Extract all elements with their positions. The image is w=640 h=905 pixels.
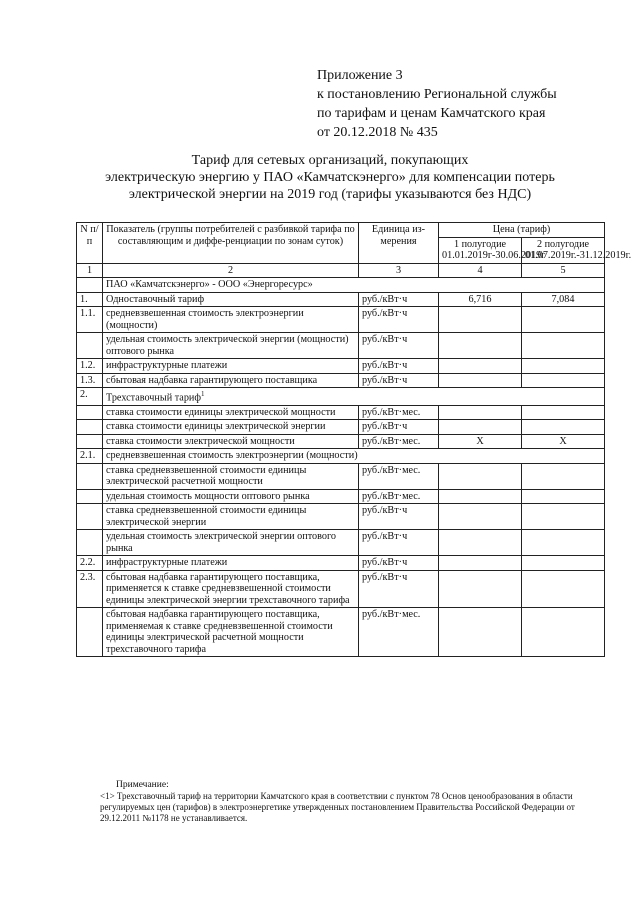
row-value-half2: 7,084 [522,292,605,307]
row-number: 2.1. [77,449,103,464]
table-row [77,420,605,435]
row-number: 1.2. [77,359,103,374]
column-number: 3 [359,263,439,278]
row-label: ставка средневзвешенной стоимости единицы электрической энергии [103,504,359,530]
row-value-half2 [522,307,605,333]
row-value-half1 [439,489,522,504]
row-value-half2 [522,608,605,657]
title-line-2: электрическую энергию у ПАО «Камчатскэнерго» для компенсации потерь [105,170,555,185]
row-unit: руб./кВт·ч [359,556,439,571]
row-label-text: средневзвешенная стоимость электроэнергии (мощности) [106,450,358,462]
row-label-text: Трехставочный тариф [106,392,201,404]
row-value-half1 [439,359,522,374]
table-row [77,434,605,449]
row-unit: руб./кВт·мес. [359,434,439,449]
table-row [77,489,605,504]
column-number: 5 [522,263,605,278]
header-indicator: Показатель (группы потребителей с разбивкой тарифа по составляющим и диффе-ренциации по зонам суток) [103,223,359,264]
row-number [77,420,103,435]
row-value-half2: X [522,434,605,449]
row-number: 2. [77,388,103,406]
row-value-half1 [439,570,522,608]
row-value-half2 [522,463,605,489]
row-unit: руб./кВт·мес. [359,463,439,489]
row-unit: руб./кВт·ч [359,530,439,556]
row-number [77,608,103,657]
row-number [77,434,103,449]
row-value-half2 [522,359,605,374]
row-value-half1: X [439,434,522,449]
row-value-half1 [439,530,522,556]
row-label: ставка средневзвешенной стоимости единицы электрической расчетной мощности [103,463,359,489]
table-row [77,556,605,571]
row-number [77,405,103,420]
table-row [77,504,605,530]
column-number: 2 [103,263,359,278]
row-value-half1 [439,420,522,435]
table-row [77,307,605,333]
row-value-half1 [439,333,522,359]
tariff-table [76,222,632,657]
row-unit: руб./кВт·ч [359,504,439,530]
row-label: сбытовая надбавка гарантирующего поставщика, применяемая к ставке средневзвешенной стоимости единицы электрической расчетной мощности трехставочного тарифа [103,608,359,657]
appendix-block [317,66,617,142]
row-number: 2.2. [77,556,103,571]
row-unit: руб./кВт·ч [359,292,439,307]
footnote-marker: 1 [200,390,205,398]
row-value-half1 [439,463,522,489]
row-label: сбытовая надбавка гарантирующего поставщика [103,373,359,388]
table-row [77,359,605,374]
row-label: сбытовая надбавка гарантирующего поставщика, применяется к ставке средневзвешенной стоимости единицы электрической энергии трехставочного тарифа [103,570,359,608]
table-row [77,333,605,359]
table-row [77,449,605,464]
row-label: ставка стоимости электрической мощности [103,434,359,449]
row-label: ставка стоимости единицы электрической энергии [103,420,359,435]
row-value-half2 [522,570,605,608]
row-number [77,463,103,489]
row-label [103,388,605,406]
section-row [77,278,605,293]
row-label: средневзвешенная стоимость электроэнергии (мощности) [103,307,359,333]
row-unit: руб./кВт·мес. [359,405,439,420]
row-number [77,530,103,556]
row-value-half2 [522,420,605,435]
table-row [77,608,605,657]
row-value-half2 [522,405,605,420]
row-number: 1. [77,292,103,307]
row-value-half1: 6,716 [439,292,522,307]
appendix-line-4: от 20.12.2018 № 435 [317,125,438,140]
row-number: 1.1. [77,307,103,333]
row-value-half1 [439,504,522,530]
header-half1: 1 полугодие 01.01.2019г-30.06.2019г [439,237,522,263]
section-title: ПАО «Камчатскэнерго» - ООО «Энергоресурс» [103,278,605,293]
row-value-half2 [522,504,605,530]
table-row [77,570,605,608]
row-unit: руб./кВт·ч [359,570,439,608]
table-header-row [77,223,605,238]
section-n [77,278,103,293]
row-label [103,449,605,464]
row-value-half2 [522,556,605,571]
footnote-heading: Примечание: [116,780,169,790]
row-number: 2.3. [77,570,103,608]
header-n: N п/п [77,223,103,264]
row-label: Одноставочный тариф [103,292,359,307]
row-value-half2 [522,530,605,556]
row-number: 1.3. [77,373,103,388]
row-value-half1 [439,608,522,657]
row-unit: руб./кВт·ч [359,420,439,435]
table-row [77,373,605,388]
table-row [77,463,605,489]
document-title [100,152,560,203]
row-value-half2 [522,489,605,504]
table-row [77,405,605,420]
row-unit: руб./кВт·мес. [359,608,439,657]
row-number [77,504,103,530]
appendix-line-1: Приложение 3 [317,68,403,83]
row-label: удельная стоимость электрической энергии оптового рынка [103,530,359,556]
row-unit: руб./кВт·ч [359,307,439,333]
row-unit: руб./кВт·ч [359,373,439,388]
row-value-half2 [522,373,605,388]
column-numbers-row [77,263,605,278]
row-label: ставка стоимости единицы электрической мощности [103,405,359,420]
row-value-half1 [439,373,522,388]
footnote-text: <1> Трехставочный тариф на территории Камчатского края в соответствии с пунктом 78 Основ ценообразования в области регулируемых цен (тарифов) в электроэнергетике утвержденных постановлением Правительства Российской Федерации от 29.12.2011 №1178 не устанавливается. [100,791,575,823]
header-unit: Единица из-мерения [359,223,439,264]
table-row [77,530,605,556]
title-line-1: Тариф для сетевых организаций, покупающих [191,153,469,168]
footnote [100,780,600,824]
header-half2: 2 полугодие 01.07.2019г.-31.12.2019г. [522,237,605,263]
row-value-half1 [439,405,522,420]
row-label: удельная стоимость электрической энергии (мощности) оптового рынка [103,333,359,359]
appendix-line-3: по тарифам и ценам Камчатского края [317,106,546,121]
row-label: удельная стоимость мощности оптового рынка [103,489,359,504]
header-price: Цена (тариф) [439,223,605,238]
row-value-half1 [439,307,522,333]
appendix-line-2: к постановлению Региональной службы [317,87,557,102]
title-line-3: электрической энергии на 2019 год (тарифы указываются без НДС) [128,187,532,202]
row-value-half1 [439,556,522,571]
row-number [77,333,103,359]
row-label: инфраструктурные платежи [103,359,359,374]
table-row [77,388,605,406]
row-value-half2 [522,333,605,359]
table-row [77,292,605,307]
row-unit: руб./кВт·мес. [359,489,439,504]
row-unit: руб./кВт·ч [359,333,439,359]
column-number: 4 [439,263,522,278]
row-label: инфраструктурные платежи [103,556,359,571]
row-unit: руб./кВт·ч [359,359,439,374]
column-number: 1 [77,263,103,278]
row-number [77,489,103,504]
